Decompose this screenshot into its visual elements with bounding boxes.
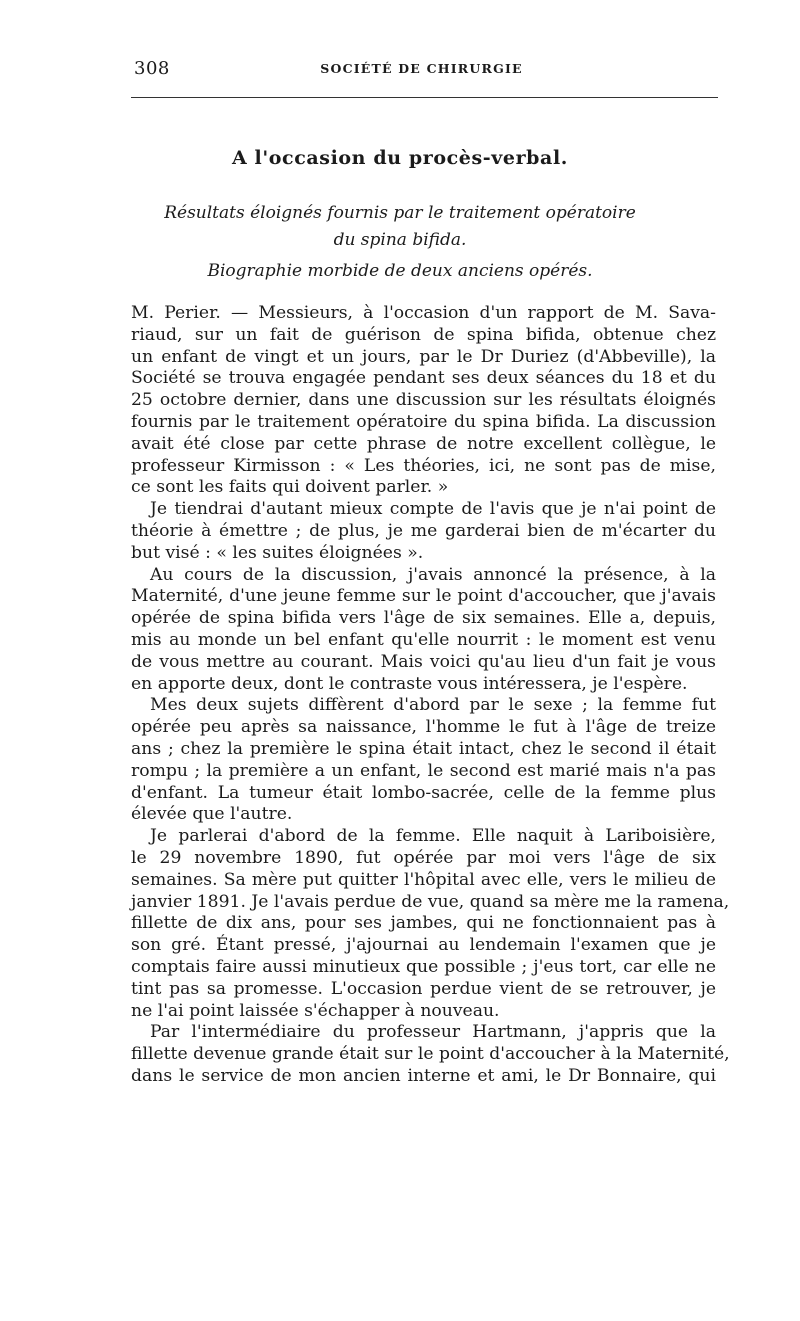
text-line: ce sont les faits qui doivent parler. » [131,477,449,498]
text-line: fillette de dix ans, pour ses jambes, qui ne fonctionnaient pas à [131,913,716,934]
text-line: 25 octobre dernier, dans une discussion sur les résultats éloignés [131,390,716,411]
text-line: Société se trouva engagée pendant ses deux séances du 18 et du [131,368,716,389]
subtitle-line-3: Biographie morbide de deux anciens opérés. [207,261,593,281]
text-line: mis au monde un bel enfant qu'elle nourrit : le moment est venu [131,629,716,650]
text-line: tint pas sa promesse. L'occasion perdue vient de se retrouver, je [131,978,716,999]
body-text [131,303,730,1088]
text-line: d'enfant. La tumeur était lombo-sacrée, celle de la femme plus [131,782,716,803]
text-line: Maternité, d'une jeune femme sur le point d'accoucher, que j'avais [131,586,716,607]
journal-name: SOCIÉTÉ DE CHIRURGIE [320,61,523,76]
text-line: but visé : « les suites éloignées ». [131,542,424,563]
text-line: Mes deux sujets diffèrent d'abord par le sexe ; la femme fut [150,695,716,716]
text-line: M. Perier. — Messieurs, à l'occasion d'un rapport de M. Sava- [131,303,716,323]
text-line: de vous mettre au courant. Mais voici qu'au lieu d'un fait je vous [131,651,716,672]
text-line: rompu ; la première a un enfant, le second est marié mais n'a pas [131,760,716,781]
text-line: avait été close par cette phrase de notre excellent collègue, le [131,433,716,454]
text-line: Je parlerai d'abord de la femme. Elle naquit à Lariboisière, [150,826,716,847]
text-line: théorie à émettre ; de plus, je me garderai bien de m'écarter du [131,520,716,541]
text-line: professeur Kirmisson : « Les théories, ici, ne sont pas de mise, [131,455,716,476]
text-line: opérée de spina bifida vers l'âge de six semaines. Elle a, depuis, [131,608,716,629]
text-line: semaines. Sa mère put quitter l'hôpital avec elle, vers le milieu de [131,869,716,890]
text-line: dans le service de mon ancien interne et ami, le Dr Bonnaire, qui [131,1065,716,1086]
text-line: riaud, sur un fait de guérison de spina bifida, obtenue chez [131,324,716,345]
running-head [131,58,712,80]
text-line: Par l'intermédiaire du professeur Hartmann, j'appris que la [150,1022,716,1043]
subtitle-block [0,200,800,254]
text-line: le 29 novembre 1890, fut opérée par moi vers l'âge de six [131,847,716,868]
text-line: opérée peu après sa naissance, l'homme le fut à l'âge de treize [131,717,716,738]
page-number: 308 [134,58,170,79]
text-line: comptais faire aussi minutieux que possible ; j'eus tort, car elle ne [131,956,716,977]
text-line: ans ; chez la première le spina était intact, chez le second il était [131,738,716,759]
text-line: Je tiendrai d'autant mieux compte de l'avis que je n'ai point de [150,499,716,520]
header-rule [131,97,718,98]
text-line: en apporte deux, dont le contraste vous intéressera, je l'espère. [131,673,688,694]
text-line: fillette devenue grande était sur le point d'accoucher à la Maternité, [131,1044,730,1065]
text-line: fournis par le traitement opératoire du spina bifida. La discussion [131,411,716,432]
subtitle-line-2: du spina bifida. [333,230,467,250]
text-line: janvier 1891. Je l'avais perdue de vue, quand sa mère me la ramena, [131,891,730,912]
text-line: élevée que l'autre. [131,804,293,825]
text-line: Au cours de la discussion, j'avais annoncé la présence, à la [150,564,716,585]
text-line: son gré. Étant pressé, j'ajournai au lendemain l'examen que je [131,935,716,956]
subtitle-line-1: Résultats éloignés fournis par le traitement opératoire [164,203,636,223]
text-line: ne l'ai point laissée s'échapper à nouveau. [131,1000,500,1021]
text-line: un enfant de vingt et un jours, par le Dr Duriez (d'Abbeville), la [131,346,716,367]
section-title: A l'occasion du procès-verbal. [231,147,569,169]
